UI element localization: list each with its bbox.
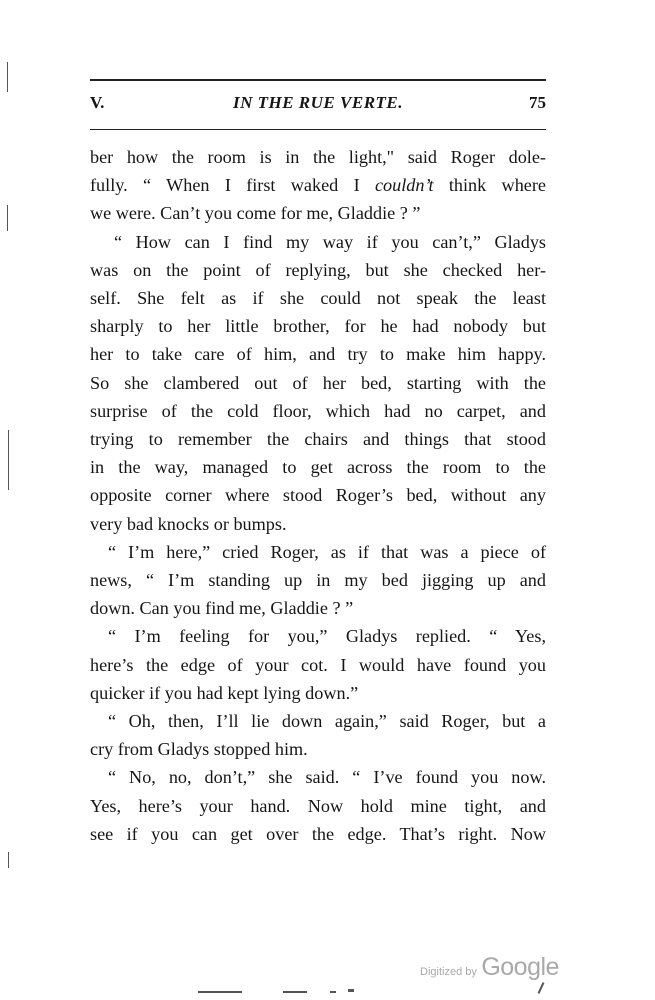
text-line: trying to remember the chairs and things that stood: [90, 429, 546, 450]
text-line: in the way, managed to get across the room to the: [90, 457, 546, 478]
text-line: self. She felt as if she could not speak the least: [90, 288, 546, 309]
scan-edge-mark: [7, 205, 8, 231]
scan-bottom-mark: [283, 991, 307, 993]
digitization-watermark: [420, 953, 559, 982]
watermark-logo: Google: [481, 953, 559, 981]
watermark-prefix: Digitized by: [420, 966, 477, 978]
text-line: Yes, here’s your hand. Now hold mine tight, and: [90, 795, 546, 816]
chapter-number: V.: [90, 93, 105, 112]
scan-edge-mark: [7, 62, 8, 92]
text-line: “ How can I find my way if you can’t,” Gladys: [114, 231, 546, 252]
text-line: “ No, no, don’t,” she said. “ I’ve found you now.: [108, 767, 546, 788]
text-line: “ I’m feeling for you,” Gladys replied. “ Yes,: [108, 626, 546, 647]
scan-bottom-mark: [198, 991, 242, 993]
page-number: 75: [529, 93, 546, 112]
header-top-rule: [90, 79, 546, 81]
text-line: see if you can get over the edge. That’s right. Now: [90, 823, 546, 844]
scan-bottom-mark: [538, 982, 545, 994]
scan-edge-mark: [8, 852, 9, 868]
running-title: IN THE RUE VERTE.: [232, 93, 404, 112]
page-body: [90, 143, 546, 848]
text-line: ber how the room is in the light," said Roger dole-: [90, 147, 546, 167]
text-line: “ Oh, then, I’ll lie down again,” said Roger, but a: [108, 711, 546, 732]
text-line: was on the point of replying, but she checked her-: [90, 259, 546, 280]
header-bottom-rule: [90, 129, 546, 130]
text-line: “ I’m here,” cried Roger, as if that was a piece of: [108, 541, 546, 562]
scan-edge-mark: [8, 430, 9, 490]
scan-bottom-mark: [330, 991, 336, 993]
emphasis-word: couldn’t: [374, 175, 434, 196]
text-line: fully. “ When I first waked I couldn’t think where: [90, 175, 546, 196]
text-line: here’s the edge of your cot. I would have found you: [90, 654, 546, 675]
text-line: down. Can you find me, Gladdie ? ”: [90, 598, 354, 619]
text-line: very bad knocks or bumps.: [90, 513, 287, 534]
text-line: quicker if you had kept lying down.”: [90, 682, 359, 703]
running-header: [90, 93, 546, 117]
text-line: sharply to her little brother, for he had nobody but: [90, 316, 546, 337]
text-line: surprise of the cold floor, which had no carpet, and: [90, 400, 546, 421]
text-line: news, “ I’m standing up in my bed jigging up and: [90, 570, 546, 591]
text-line: opposite corner where stood Roger’s bed, without any: [90, 485, 546, 506]
text-line: So she clambered out of her bed, starting with the: [90, 372, 546, 393]
scan-bottom-mark: [348, 989, 354, 992]
text-line: cry from Gladys stopped him.: [90, 739, 308, 760]
text-line: we were. Can’t you come for me, Gladdie ? ”: [90, 203, 421, 224]
text-line: her to take care of him, and try to make him happy.: [90, 344, 546, 365]
